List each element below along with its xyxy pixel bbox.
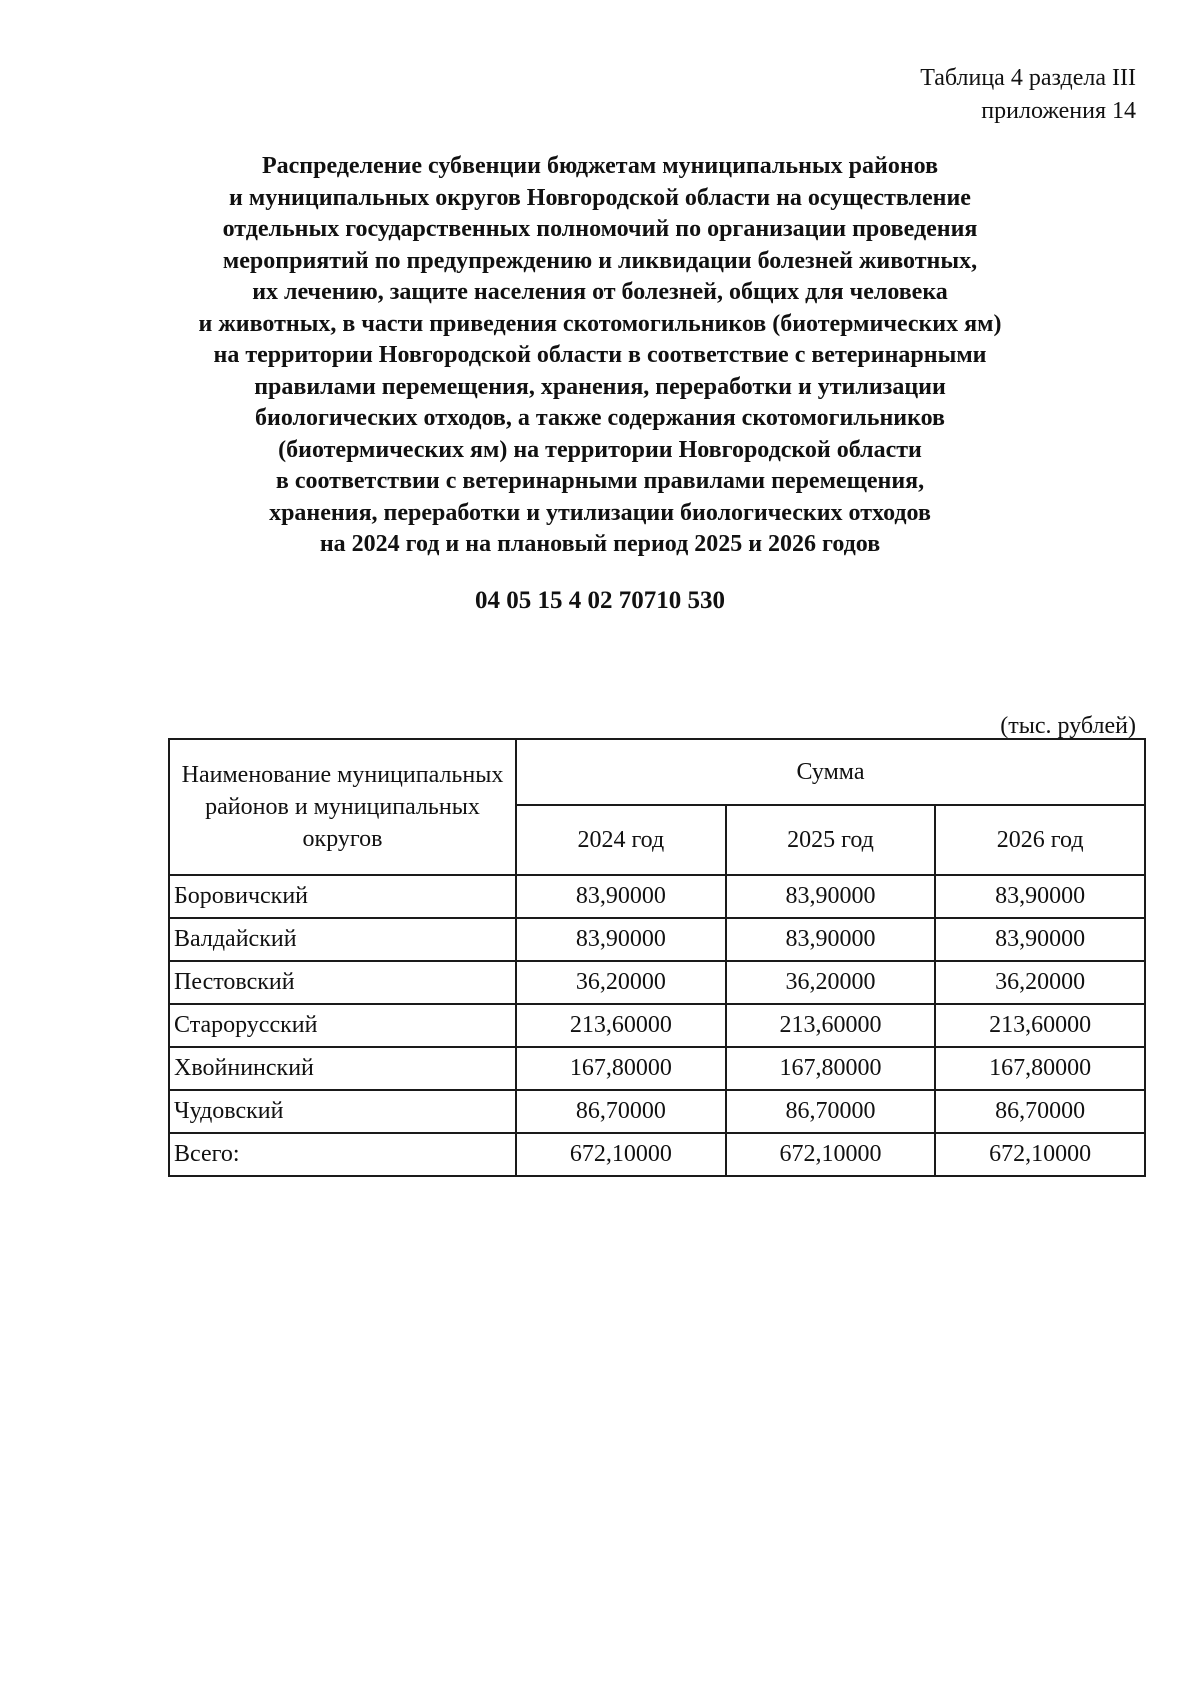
value-2024: 83,90000 bbox=[516, 918, 726, 961]
district-name: Хвойнинский bbox=[169, 1047, 516, 1090]
district-name: Чудовский bbox=[169, 1090, 516, 1133]
header-year-2025: 2025 год bbox=[726, 805, 936, 875]
title-line: хранения, переработки и утилизации биологических отходов bbox=[269, 499, 931, 526]
title-line: и животных, в части приведения скотомогильников (биотермических ям) bbox=[198, 310, 1002, 337]
value-2024: 36,20000 bbox=[516, 961, 726, 1004]
header-year-2026: 2026 год bbox=[935, 805, 1145, 875]
district-name: Пестовский bbox=[169, 961, 516, 1004]
district-name: Старорусский bbox=[169, 1004, 516, 1047]
title-line: в соответствии с ветеринарными правилами перемещения, bbox=[275, 468, 925, 494]
table-row bbox=[169, 918, 1145, 961]
title-line: на 2024 год и на плановый период 2025 и 2026 годов bbox=[319, 531, 881, 557]
value-2026: 213,60000 bbox=[935, 1004, 1145, 1047]
district-name: Валдайский bbox=[169, 918, 516, 961]
reference-line-1: Таблица 4 раздела III bbox=[920, 65, 1136, 91]
value-2024: 83,90000 bbox=[516, 875, 726, 918]
subsidy-table bbox=[168, 738, 1146, 1177]
total-2024: 672,10000 bbox=[516, 1133, 726, 1176]
header-year-2024: 2024 год bbox=[516, 805, 726, 875]
value-2024: 86,70000 bbox=[516, 1090, 726, 1133]
table-header-row bbox=[169, 739, 1145, 805]
title-line: мероприятий по предупреждению и ликвидации болезней животных, bbox=[222, 247, 978, 274]
header-name: Наименование муниципальных районов и муниципальных округов bbox=[169, 739, 516, 875]
value-2026: 167,80000 bbox=[935, 1047, 1145, 1090]
title-line: Распределение субвенции бюджетам муниципальных районов bbox=[261, 153, 939, 179]
district-name: Боровичский bbox=[169, 875, 516, 918]
title-line: (биотермических ям) на территории Новгородской области bbox=[278, 436, 922, 463]
table-row bbox=[169, 1004, 1145, 1047]
value-2024: 213,60000 bbox=[516, 1004, 726, 1047]
value-2025: 167,80000 bbox=[726, 1047, 936, 1090]
value-2026: 83,90000 bbox=[935, 875, 1145, 918]
value-2025: 36,20000 bbox=[726, 961, 936, 1004]
value-2026: 83,90000 bbox=[935, 918, 1145, 961]
table-row bbox=[169, 1090, 1145, 1133]
budget-code: 04 05 15 4 02 70710 530 bbox=[475, 587, 725, 614]
value-2024: 167,80000 bbox=[516, 1047, 726, 1090]
title-line: на территории Новгородской области в соответствие с ветеринарными bbox=[213, 342, 987, 368]
total-2025: 672,10000 bbox=[726, 1133, 936, 1176]
title-line: отдельных государственных полномочий по организации проведения bbox=[222, 216, 978, 242]
value-2025: 83,90000 bbox=[726, 918, 936, 961]
units-label: (тыс. рублей) bbox=[1000, 713, 1136, 739]
title-line: и муниципальных округов Новгородской области на осуществление bbox=[229, 184, 971, 211]
value-2025: 83,90000 bbox=[726, 875, 936, 918]
header-sum: Сумма bbox=[516, 739, 1145, 805]
reference-line-2: приложения 14 bbox=[981, 98, 1136, 124]
value-2025: 86,70000 bbox=[726, 1090, 936, 1133]
total-label: Всего: bbox=[169, 1133, 516, 1176]
value-2025: 213,60000 bbox=[726, 1004, 936, 1047]
table-row bbox=[169, 1047, 1145, 1090]
value-2026: 36,20000 bbox=[935, 961, 1145, 1004]
document-title bbox=[0, 151, 1200, 561]
title-line: биологических отходов, а также содержания скотомогильников bbox=[255, 405, 945, 431]
total-row bbox=[169, 1133, 1145, 1176]
value-2026: 86,70000 bbox=[935, 1090, 1145, 1133]
title-line: их лечению, защите населения от болезней, общих для человека bbox=[252, 279, 948, 305]
table-reference bbox=[920, 62, 1136, 128]
title-line: правилами перемещения, хранения, переработки и утилизации bbox=[254, 373, 946, 400]
total-2026: 672,10000 bbox=[935, 1133, 1145, 1176]
table-row bbox=[169, 961, 1145, 1004]
table-row bbox=[169, 875, 1145, 918]
